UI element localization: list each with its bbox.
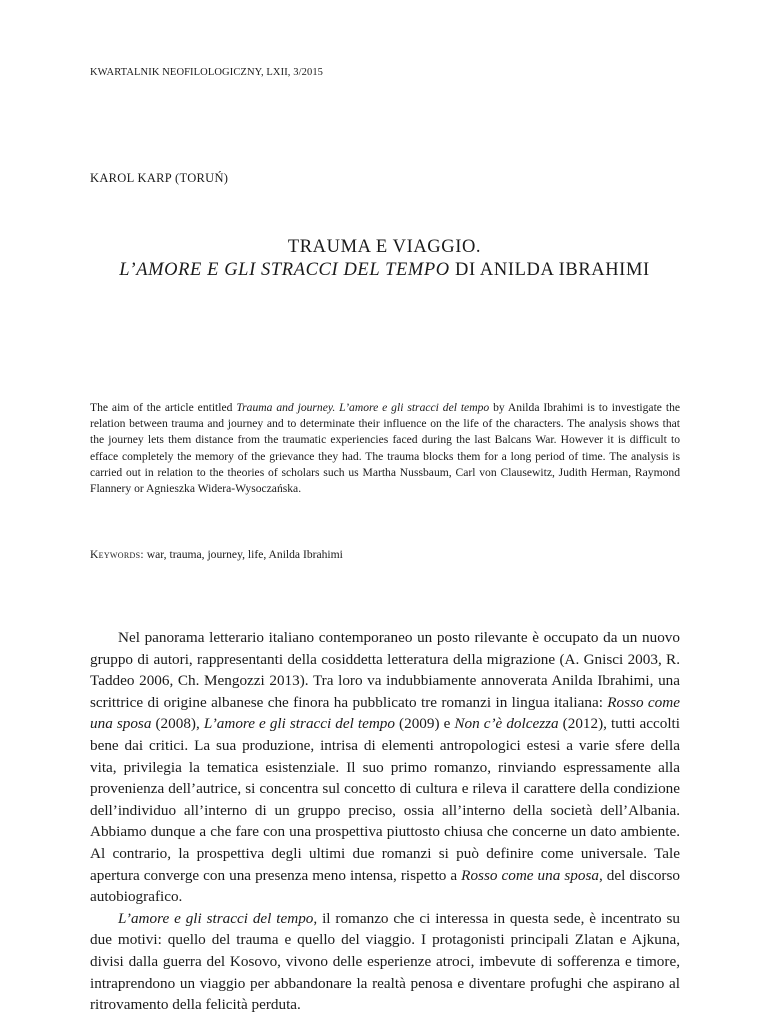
text-run: , il romanzo che ci interessa in questa sede, è incentrato su due motivi: quello del trauma e quello del viaggio. I protagonisti principali Zlatan e Ajkuna, divisi dalla guerra del Kosovo, vivono delle esperienze atroci, imbevute di sofferenza e timore, intraprendono un viaggio per abbandonare la realtà penosa e diventare profughi che aspirano al ritrovamento della felicità perduta. — [90, 909, 681, 1014]
title-italic-part: L’AMORE E GLI STRACCI DEL TEMPO — [119, 260, 450, 280]
title-line-2 — [90, 259, 679, 282]
abstract-text: The aim of the article entitled — [90, 401, 237, 414]
keywords — [90, 548, 680, 561]
title-rest-part: DI ANILDA IBRAHIMI — [449, 260, 650, 280]
text-run: (2012), tutti accolti bene dai critici. La sua produzione, intrisa di elementi antropologici estesi a varie sfere della vita, privilegia la tematica esistenziale. Il suo primo romanzo, rinviando espressamente alla provenienza dell’autrice, si concentra sul concetto di cultura e rileva il carattere della condizione dell’individuo all’interno di un gruppo preciso, ossia all’interno della società dell’Albania. Abbiamo dunque a che fare con una prospettiva piuttosto chiusa che concerne un dato ambiente. Al contrario, la prospettiva degli ultimi due romanzi si può definire come universale. Tale apertura converge con una presenza meno intensa, rispetto a — [90, 715, 680, 884]
body-text — [90, 627, 680, 1016]
italic-title: L’amore e gli stracci del tempo — [118, 909, 314, 927]
italic-title: L’amore e gli stracci del tempo — [203, 715, 395, 733]
abstract — [90, 400, 680, 497]
paragraph-2 — [90, 908, 680, 1016]
running-head: KWARTALNIK NEOFILOLOGICZNY, LXII, 3/2015 — [90, 67, 324, 78]
abstract-italic-title: Trauma and journey. L’amore e gli stracci del tempo — [236, 401, 490, 414]
title-line-1: TRAUMA E VIAGGIO. — [287, 237, 482, 257]
text-run: (2008), — [151, 715, 204, 733]
author-line: KAROL KARP (TORUŃ) — [90, 171, 229, 185]
keywords-value: war, trauma, journey, life, Anilda Ibrahimi — [143, 548, 343, 561]
text-run: Nel panorama letterario italiano contemporaneo un posto rilevante è occupato da un nuovo gruppo di autori, rappresentanti della cosiddetta letteratura della migrazione (A. Gnisci 2003, R. Taddeo 2006, Ch. Mengozzi 2013). Tra loro va indubbiamente annoverata Anilda Ibrahimi, una scrittrice di origine albanese che finora ha pubblicato tre romanzi in lingua italiana: — [90, 629, 680, 711]
text-run: (2009) e — [395, 715, 455, 733]
text-run: , del discorso autobiografico. — [90, 866, 680, 906]
paragraph-1 — [90, 627, 680, 908]
italic-title: Rosso come una sposa — [90, 693, 680, 733]
keywords-label: Keywords: — [90, 548, 144, 561]
italic-title: Non c’è dolcezza — [454, 715, 559, 733]
abstract-text: by Anilda Ibrahimi is to investigate the relation between trauma and journey and to determinate their influence on the life of the characters. The analysis shows that the journey lets them distance from the traumatic experiencies faced during the last Balcans War. However it is difficult to efface completely the memory of the grievance they had. The trauma blocks them for a long period of time. The analysis is carried out in relation to the theories of scholars such us Martha Nussbaum, Carl von Clausewitz, Judith Herman, Raymond Flannery or Agnieszka Widera-Wysoczańska. — [90, 401, 681, 496]
italic-title: Rosso come una sposa — [461, 866, 599, 884]
article-title — [90, 236, 679, 282]
